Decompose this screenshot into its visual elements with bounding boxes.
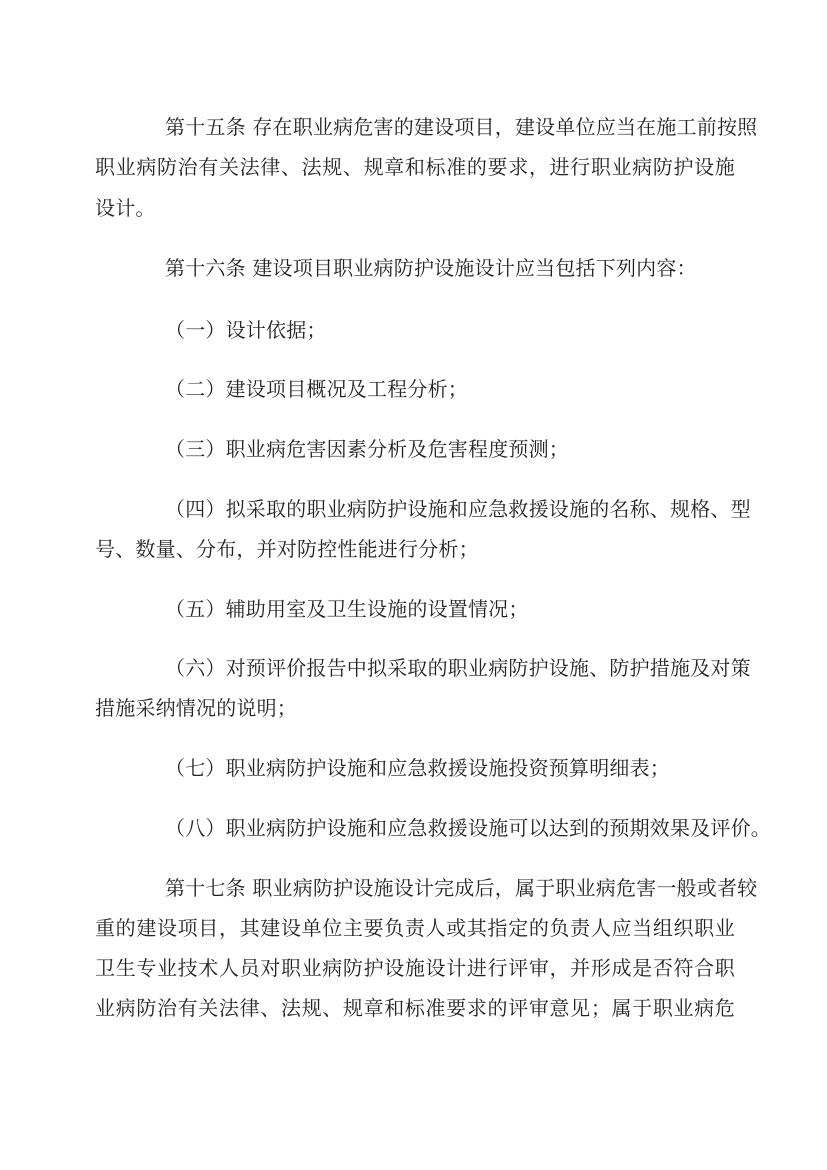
article-15-line-2: 职业病防治有关法律、法规、规章和标准的要求，进行职业病防护设施: [95, 155, 735, 179]
article-16-intro: 第十六条 建设项目职业病防护设施设计应当包括下列内容：: [165, 256, 697, 280]
article-16-item-4-line-2: 号、数量、分布，并对防控性能进行分析；: [95, 537, 479, 561]
article-16-item-4-line-1: （四）拟采取的职业病防护设施和应急救援设施的名称、规格、型: [165, 497, 751, 521]
article-15-line-3: 设计。: [95, 196, 156, 220]
article-17-line-4: 业病防治有关法律、法规、规章和标准要求的评审意见；属于职业病危: [95, 996, 735, 1020]
article-16-item-2: （二）建设项目概况及工程分析；: [165, 377, 468, 401]
article-17-line-1: 第十七条 职业病防护设施设计完成后，属于职业病危害一般或者较: [165, 876, 758, 900]
article-16-item-8: （八）职业病防护设施和应急救援设施可以达到的预期效果及评价。: [165, 816, 771, 840]
article-16-item-5: （五）辅助用室及卫生设施的设置情况；: [165, 597, 529, 621]
article-16-item-3: （三）职业病危害因素分析及危害程度预测；: [165, 437, 569, 461]
article-16-item-6-line-1: （六）对预评价报告中拟采取的职业病防护设施、防护措施及对策: [165, 656, 751, 680]
article-16-item-7: （七）职业病防护设施和应急救援设施投资预算明细表；: [165, 756, 670, 780]
article-15-line-1: 第十五条 存在职业病危害的建设项目，建设单位应当在施工前按照: [165, 115, 758, 139]
article-16-item-6-line-2: 措施采纳情况的说明；: [95, 696, 297, 720]
article-16-item-1: （一）设计依据；: [165, 318, 327, 342]
article-17-line-2: 重的建设项目，其建设单位主要负责人或其指定的负责人应当组织职业: [95, 916, 735, 940]
article-17-line-3: 卫生专业技术人员对职业病防护设施设计进行评审，并形成是否符合职: [95, 956, 735, 980]
